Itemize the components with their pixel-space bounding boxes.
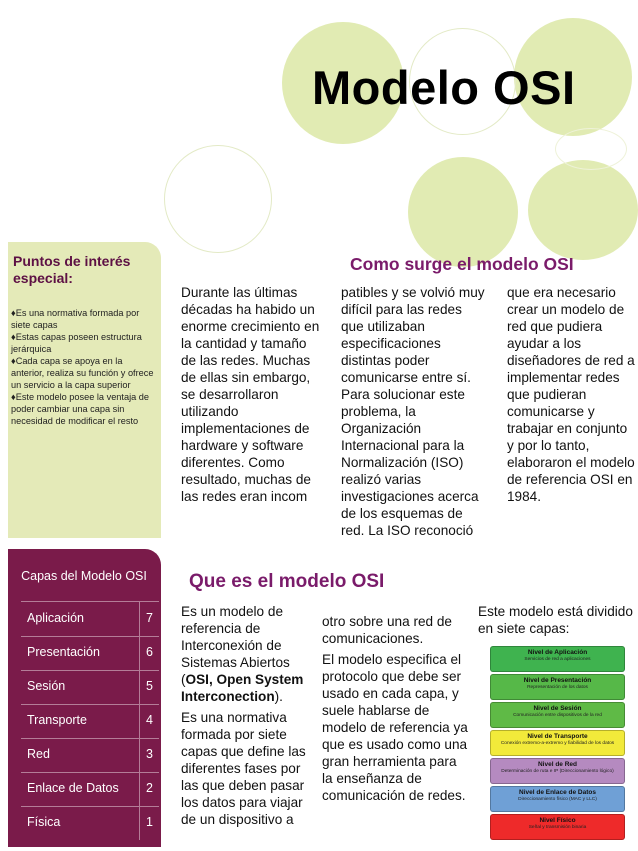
osi-layer-name: Nivel de Presentación (523, 677, 592, 684)
capas-row-number: 3 (146, 747, 153, 761)
osi-layer-name: Nivel de Red (537, 761, 577, 768)
capas-row-number: 6 (146, 645, 153, 659)
capas-row-label: Presentación (27, 645, 100, 659)
decor-circle (528, 160, 638, 260)
interest-title: Puntos de interés especial: (13, 253, 131, 286)
section-heading: Que es el modelo OSI (189, 571, 385, 592)
decor-circle (408, 157, 518, 267)
capas-row-label: Red (27, 747, 50, 761)
interest-item: ♦Estas capas poseen estructura jerárquica (11, 332, 142, 354)
text-column: patibles y se volvió muy difícil para las redes que utilizaban especificaciones distintas poder comunicarse entre sí. Para solucionar este problema, la Organización Internacional para la Normalización (ISO) realizó varias investigaciones acerca de los esquemas de red. La ISO reconoció (341, 285, 485, 538)
osi-layer-name: Nivel de Enlace de Datos (519, 789, 596, 796)
osi-layer (490, 674, 625, 700)
osi-layer (490, 702, 625, 728)
osi-layer (490, 786, 625, 812)
interest-list (11, 307, 156, 427)
capas-title: Capas del Modelo OSI (21, 569, 147, 583)
capas-row (21, 704, 159, 739)
capas-row (21, 806, 159, 840)
osi-layer-desc: Señal y transmisión binaria (528, 825, 587, 830)
text-column: que era necesario crear un modelo de red que pudiera ayudar a los diseñadores de red a implementar redes que pudieran comunicarse y trabajar en conjunto y por lo tanto, elaboraron el modelo de referencia OSI en 1984. (507, 285, 635, 504)
capas-row-label: Aplicación (27, 611, 84, 625)
osi-layer-desc: Servicios de red a aplicaciones (524, 657, 591, 662)
decor-circle (164, 145, 272, 253)
capas-row-number: 4 (146, 713, 153, 727)
capas-row-label: Enlace de Datos (27, 781, 119, 795)
osi-layer-desc: Comunicación entre dispositivos de la red (513, 713, 602, 718)
osi-layer-name: Nivel de Sesión (533, 705, 582, 712)
paragraph: El modelo especifica el protocolo que debe ser usado en cada capa, y suele hablarse de modelo de referencia ya que es usado como una gran herramienta para la enseñanza de comunicación de redes. (322, 652, 468, 803)
paragraph (181, 603, 315, 705)
capas-row (21, 602, 159, 637)
osi-layer-name: Nivel Físico (539, 817, 576, 824)
paragraph-bold: OSI, Open System Interconection (181, 672, 304, 704)
osi-layer (490, 758, 625, 784)
interest-item: ♦Cada capa se apoya en la anterior, realiza su función y ofrece un servicio a la capa superior (11, 356, 154, 390)
osi-layer-desc: Direccionamiento físico (MAC y LLC) (518, 797, 597, 802)
text-column (322, 613, 468, 804)
interest-item: ♦Es una normativa formada por siete capas (11, 308, 140, 330)
page-title: Modelo OSI (312, 61, 576, 114)
capas-row-number: 1 (146, 815, 153, 829)
paragraph-text: Es un modelo de referencia de Interconexión de Sistemas Abiertos ( (181, 604, 290, 687)
capas-row (21, 738, 159, 773)
capas-row-label: Transporte (27, 713, 87, 727)
capas-row (21, 636, 159, 671)
interest-item: ♦Este modelo posee la ventaja de poder cambiar una capa sin necesidad de modificar el resto (11, 392, 149, 426)
decor-circle (555, 128, 627, 170)
text-column: Durante las últimas décadas ha habido un enorme crecimiento en la cantidad y tamaño de las redes. Muchas de ellas sin embargo, se desarrollaron utilizando implementaciones de hardware y software diferentes. Como resultado, muchas de las redes eran incom (181, 285, 320, 504)
paragraph: otro sobre una red de comunicaciones. (322, 614, 452, 646)
section-heading: Como surge el modelo OSI (350, 254, 574, 274)
capas-row (21, 772, 159, 807)
capas-row-number: 2 (146, 781, 153, 795)
capas-row-number: 7 (146, 611, 153, 625)
capas-row (21, 670, 159, 705)
osi-layer-name: Nivel de Aplicación (527, 649, 588, 656)
osi-layer-name: Nivel de Transporte (527, 733, 588, 740)
osi-layer (490, 814, 625, 840)
osi-layer (490, 646, 625, 672)
paragraph: Es una normativa formada por siete capas que define las diferentes fases por las que deben pasar los datos para viajar de un dispositivo a (181, 710, 306, 827)
osi-layer-desc: Representación de los datos (527, 685, 588, 690)
text-column: Este modelo está dividido en siete capas: (478, 604, 633, 636)
paragraph-text: ). (274, 689, 283, 704)
osi-layer-desc: Conexión extremo-a-extremo y fiabilidad de los datos (500, 741, 615, 746)
capas-row-label: Física (27, 815, 61, 829)
capas-row-label: Sesión (27, 679, 66, 693)
text-column (181, 603, 315, 828)
osi-layer-desc: Determinación de ruta e IP (Direccionamiento lógico) (501, 769, 614, 774)
capas-row-number: 5 (146, 679, 153, 693)
osi-layer (490, 730, 625, 756)
